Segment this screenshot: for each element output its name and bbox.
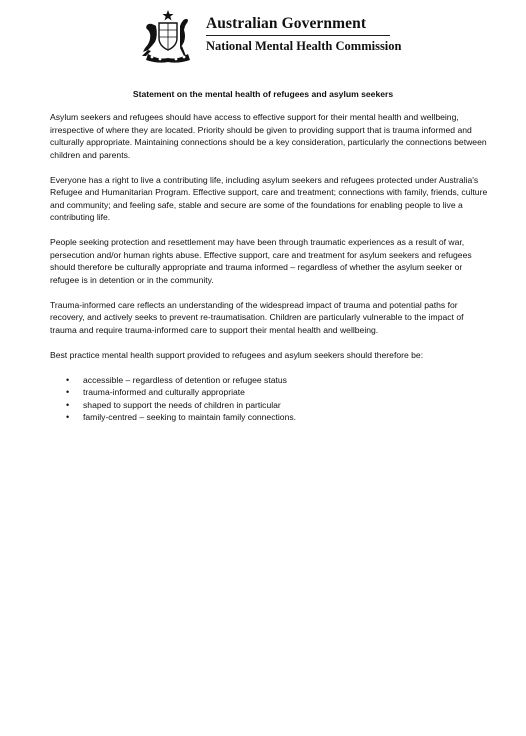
bullet-icon: • — [66, 399, 70, 410]
government-name: Australian Government — [206, 15, 367, 32]
list-item — [50, 374, 490, 387]
list-item-text: family-centred – seeking to maintain family connections. — [83, 412, 297, 422]
list-item — [50, 386, 490, 399]
bullet-icon: • — [66, 374, 70, 385]
organisation-name — [206, 15, 401, 54]
paragraph: Trauma-informed care reflects an understanding of the widespread impact of trauma and potential paths for recovery, and actively seeks to prevent re-traumatisation. Children are particularly vulnerable to the impact of trauma and require trauma-informed care to support their mental health and wellbeing. — [50, 299, 464, 335]
commission-name: National Mental Health Commission — [206, 39, 402, 53]
document-body — [50, 111, 490, 424]
paragraph: Everyone has a right to live a contributing life, including asylum seekers and refugees protected under Australia's Refugee and Humanitarian Program. Effective support, care and treatment; connections with family, friends, culture and community; and feeling safe, stable and secure are some of the foundations for enabling people to live a contributing life. — [50, 174, 488, 222]
paragraph: Best practice mental health support provided to refugees and asylum seekers should therefore be: — [50, 349, 424, 360]
list-item — [50, 411, 490, 424]
header-divider — [206, 35, 390, 36]
letterhead — [136, 8, 401, 66]
paragraph: Asylum seekers and refugees should have access to effective support for their mental health and wellbeing, irrespective of where they are located. Priority should be given to providing support that is trauma informed and culturally appropriate. Maintaining connections should be a key consideration, particularly the connections between children and parents. — [50, 112, 487, 160]
bullet-icon: • — [66, 412, 70, 422]
list-item-text: shaped to support the needs of children in particular — [83, 399, 281, 410]
list-item — [50, 399, 490, 412]
paragraph: People seeking protection and resettlement may have been through traumatic experiences as a result of war, persecution and/or human rights abuse. Effective support, care and treatment for asylum seekers and refugees should therefore be culturally appropriate and trauma informed – regardless of whether the asylum seeker or refugee is in detention or in the community. — [50, 237, 472, 285]
document-title: Statement on the mental health of refugees and asylum seekers — [132, 89, 394, 99]
list-item-text: accessible – regardless of detention or refugee status — [83, 374, 287, 385]
coat-of-arms-icon — [136, 8, 200, 66]
list-item-text: trauma-informed and culturally appropriate — [83, 387, 245, 397]
bullet-list — [50, 374, 490, 424]
bullet-icon: • — [66, 387, 70, 397]
